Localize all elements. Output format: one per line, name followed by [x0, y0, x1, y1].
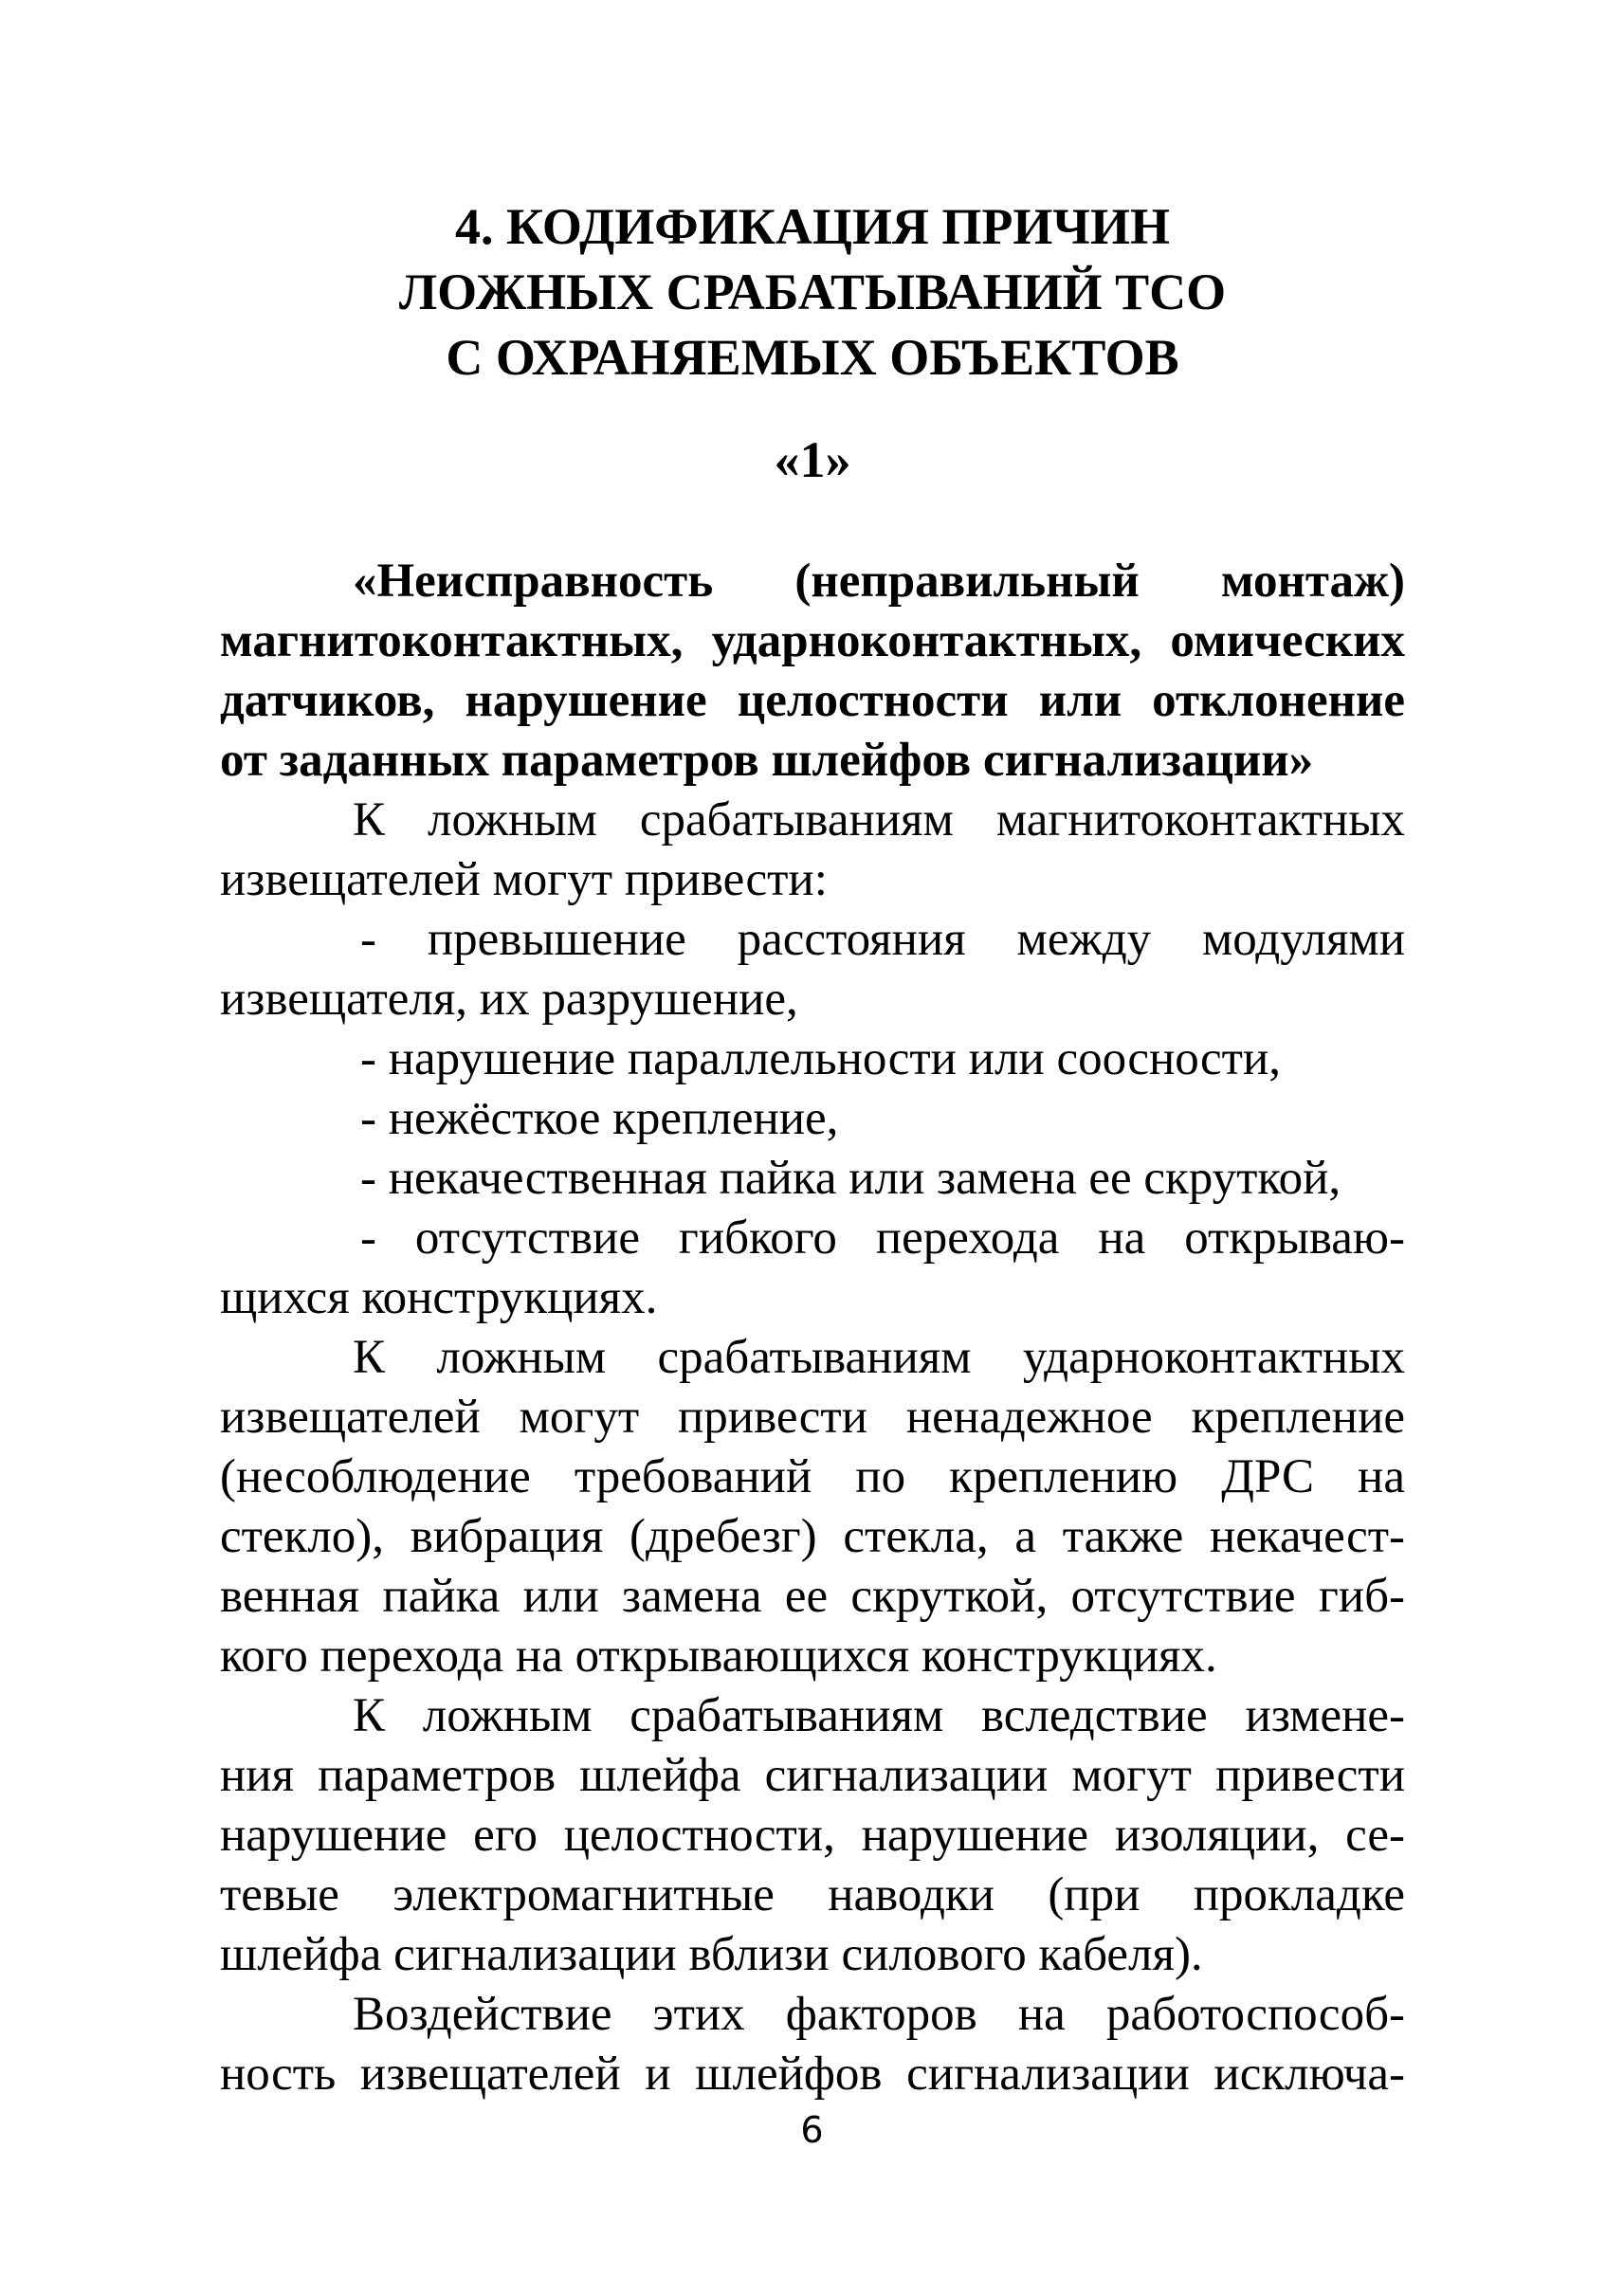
paragraph-line: К ложным срабатываниям вследствие измене- — [353, 1689, 1405, 1742]
body-text — [220, 552, 1405, 2104]
list-item-line: - отсутствие гибкого перехода на открываю- — [360, 1211, 1405, 1265]
heading-line: С ОХРАНЯЕМЫХ ОБЪЕКТОВ — [446, 329, 1179, 386]
paragraph-line: извещателей могут привести ненадежное крепление — [220, 1391, 1405, 1444]
paragraph-line: стекло), вибрация (дребезг) стекла, а также некачест- — [220, 1510, 1405, 1563]
heading-line: 4. КОДИФИКАЦИЯ ПРИЧИН — [455, 198, 1170, 255]
list-item-line: - нарушение параллельности или соосности, — [360, 1032, 1282, 1085]
list-item-line: извещателя, их разрушение, — [220, 973, 798, 1026]
paragraph-line: Воздействие этих факторов на работоспособ- — [353, 1988, 1405, 2041]
paragraph-line: нарушение его целостности, нарушение изоляции, се- — [220, 1809, 1405, 1862]
section-heading — [220, 194, 1405, 391]
paragraph-line: кого перехода на открывающихся конструкциях. — [220, 1629, 1217, 1683]
code-label: «1» — [774, 431, 851, 488]
paragraph-line: К ложным срабатываниям магнитоконтактных — [353, 793, 1405, 847]
subheading-line: от заданных параметров шлейфов сигнализации» — [220, 734, 1314, 787]
subheading-line: магнитоконтактных, ударноконтактных, омических — [220, 614, 1405, 667]
paragraph-line: (несоблюдение требований по креплению ДРС на — [220, 1450, 1405, 1503]
heading-line: ЛОЖНЫХ СРАБАТЫВАНИЙ ТСО — [398, 264, 1227, 320]
subheading-line: «Неисправность (неправильный монтаж) — [353, 555, 1405, 608]
list-item-line: - превышение расстояния между модулями — [360, 913, 1405, 966]
list-item-line: щихся конструкциях. — [220, 1271, 658, 1324]
list-item-line: - нежёсткое крепление, — [360, 1092, 839, 1145]
paragraph-line: ность извещателей и шлейфов сигнализации исключа- — [220, 2048, 1405, 2101]
paragraph-line: извещателей могут привести: — [220, 853, 828, 906]
list-item-line: - некачественная пайка или замена ее скруткой, — [360, 1152, 1341, 1205]
paragraph-line: венная пайка или замена ее скруткой, отсутствие гиб- — [220, 1570, 1405, 1623]
paragraph-line: ния параметров шлейфа сигнализации могут привести — [220, 1749, 1405, 1802]
paragraph-line: К ложным срабатываниям ударноконтактных — [353, 1331, 1405, 1384]
paragraph-line: тевые электромагнитные наводки (при прокладке — [220, 1868, 1405, 1921]
subheading-line: датчиков, нарушение целостности или отклонение — [220, 674, 1405, 727]
paragraph-line: шлейфа сигнализации вблизи силового кабеля). — [220, 1928, 1203, 1981]
page-number: 6 — [800, 2109, 824, 2151]
